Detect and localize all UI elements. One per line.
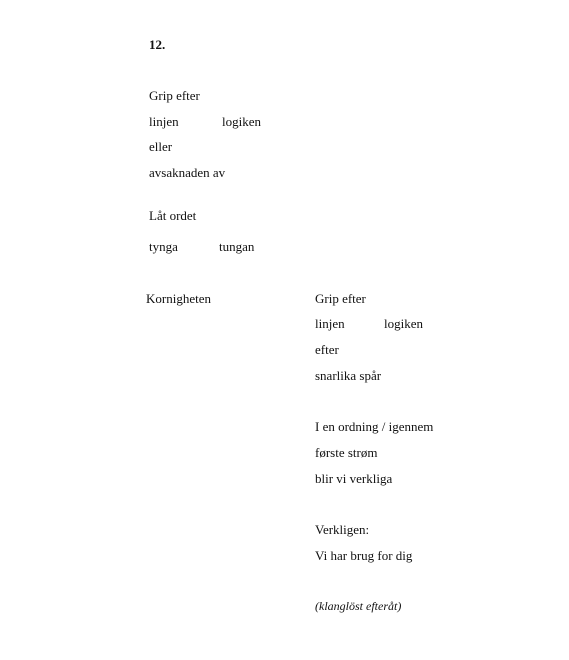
poem-line: første strøm — [315, 445, 378, 460]
poem-line: blir vi verkliga — [315, 471, 393, 486]
side-word: Kornigheten — [146, 291, 211, 306]
closing-line: (klanglöst efteråt) — [315, 599, 402, 613]
poem-line: logiken — [222, 114, 261, 129]
poem-line: tynga — [149, 239, 178, 254]
poem-line: linjen — [315, 316, 345, 331]
poem-line: Grip efter — [149, 88, 200, 103]
poem-line: I en ordning / igennem — [315, 419, 434, 434]
poem-line: efter — [315, 342, 339, 357]
poem-line: logiken — [384, 316, 423, 331]
poem-line: Grip efter — [315, 291, 366, 306]
poem-line: Vi har brug for dig — [315, 548, 413, 563]
poem-line: tungan — [219, 239, 255, 254]
poem-line: Låt ordet — [149, 208, 197, 223]
poem-line: eller — [149, 139, 173, 154]
poem-line: Verkligen: — [315, 522, 370, 537]
poem-line: snarlika spår — [315, 368, 382, 383]
poem-line: avsaknaden av — [149, 165, 226, 180]
poem-line: linjen — [149, 114, 179, 129]
poem-number: 12. — [149, 37, 166, 52]
